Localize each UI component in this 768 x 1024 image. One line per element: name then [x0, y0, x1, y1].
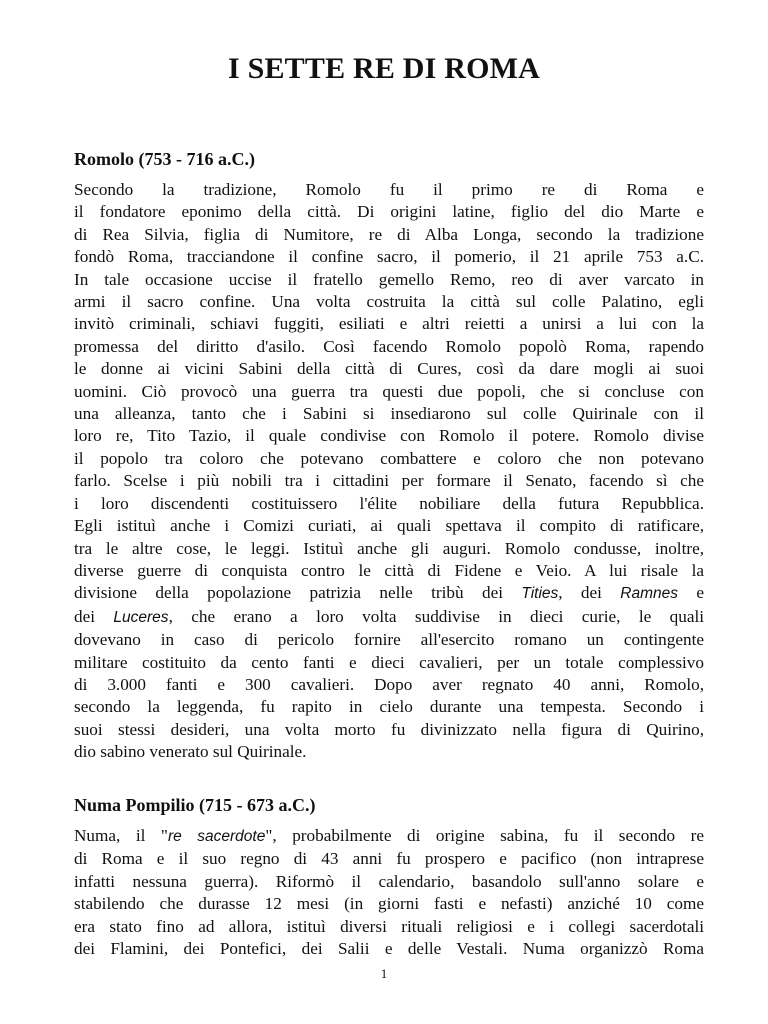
text-line: di Rea Silvia, figlia di Numitore, re di Alba Longa, secondo la tradizione [74, 224, 704, 244]
text-line: i loro discendenti costituissero l'élite nobiliare della futura Repubblica. [74, 493, 704, 513]
text-line: una alleanza, tanto che i Sabini si insediarono sul colle Quirinale con il [74, 404, 704, 424]
text-line: dei Luceres, che erano a loro volta suddivise in dieci curie, le quali [74, 606, 705, 626]
text-line: In tale occasione uccise il fratello gemello Remo, reo di aver varcato in [74, 269, 704, 289]
italic-term: re sacerdote [167, 828, 266, 845]
text-line: tra le altre cose, le leggi. Istituì anche gli auguri. Romolo condusse, inoltre, [74, 538, 704, 558]
text-line: invitò criminali, schiavi fuggiti, esiliati e altri reietti a unirsi a lui con la [74, 314, 704, 334]
section-heading-romolo: Romolo (753 - 716 a.C.) [74, 149, 255, 169]
italic-term: Luceres [113, 608, 169, 626]
text-line: Numa, il "re sacerdote", probabilmente di origine sabina, fu il secondo re [74, 826, 704, 845]
text-line: il popolo tra coloro che potevano combattere e coloro che non potevano [74, 448, 704, 468]
text-line: era stato fino ad allora, istituì diversi rituali religiosi e i collegi sacerdotali [74, 916, 704, 936]
text-line: fondò Roma, tracciandone il confine sacro, il pomerio, il 21 aprile 753 a.C. [74, 247, 704, 267]
text-line: infatti nessuna guerra). Riformò il calendario, basandolo sull'anno solare e [74, 871, 704, 891]
text-line: Secondo la tradizione, Romolo fu il primo re di Roma e [74, 180, 704, 199]
document-title: I SETTE RE DI ROMA [228, 52, 540, 85]
text-line: stabilendo che durasse 12 mesi (in giorni fasti e nefasti) anziché 10 come [74, 894, 704, 914]
text-line: dio sabino venerato sul Quirinale. [74, 742, 307, 762]
section-body-romolo [74, 179, 704, 764]
text-line: di 3.000 fanti e 300 cavalieri. Dopo aver regnato 40 anni, Romolo, [74, 674, 704, 694]
text-line: suoi stessi desideri, una volta morto fu divinizzato nella figura di Quirino, [74, 719, 704, 739]
text-line: dovevano in caso di pericolo fornire all'esercito romano un contingente [74, 630, 704, 650]
section-heading-numa-pompilio: Numa Pompilio (715 - 673 a.C.) [74, 795, 316, 815]
italic-term: Ramnes [620, 585, 679, 603]
text-line: le donne ai vicini Sabini della città di Cures, così da dare mogli ai suoi [74, 359, 704, 379]
text-line: il fondatore eponimo della città. Di origini latine, figlio del dio Marte e [74, 202, 704, 222]
text-line: Egli istituì anche i Comizi curiati, ai quali spettava il compito di ratificare, [74, 516, 704, 536]
text-line: uomini. Ciò provocò una guerra tra questi due popoli, che si concluse con [74, 381, 704, 401]
text-line: diverse guerre di conquista contro le città di Fidene e Veio. A lui risale la [74, 560, 704, 580]
text-line: loro re, Tito Tazio, il quale condivise con Romolo il potere. Romolo divise [74, 426, 704, 446]
text-line: armi il sacro confine. Una volta costruita la città sul colle Palatino, egli [74, 292, 704, 312]
italic-term: Tities [521, 585, 559, 603]
text-line: secondo la leggenda, fu rapito in cielo durante una tempesta. Secondo i [74, 697, 704, 717]
text-line: militare costituito da cento fanti e dieci cavalieri, per un totale complessivo [74, 652, 704, 672]
text-line: di Roma e il suo regno di 43 anni fu prospero e pacifico (non intraprese [74, 849, 704, 869]
section-body-numa-pompilio [74, 825, 704, 960]
text-line: divisione della popolazione patrizia nelle tribù dei Tities, dei Ramnes e [74, 583, 705, 603]
text-line: dei Flamini, dei Pontefici, dei Salii e delle Vestali. Numa organizzò Roma [74, 939, 704, 959]
text-line: farlo. Scelse i più nobili tra i cittadini per formare il Senato, facendo sì che [74, 471, 704, 491]
page-number: 1 [380, 966, 388, 981]
text-line: promessa del diritto d'asilo. Così facendo Romolo popolò Roma, rapendo [74, 336, 704, 356]
